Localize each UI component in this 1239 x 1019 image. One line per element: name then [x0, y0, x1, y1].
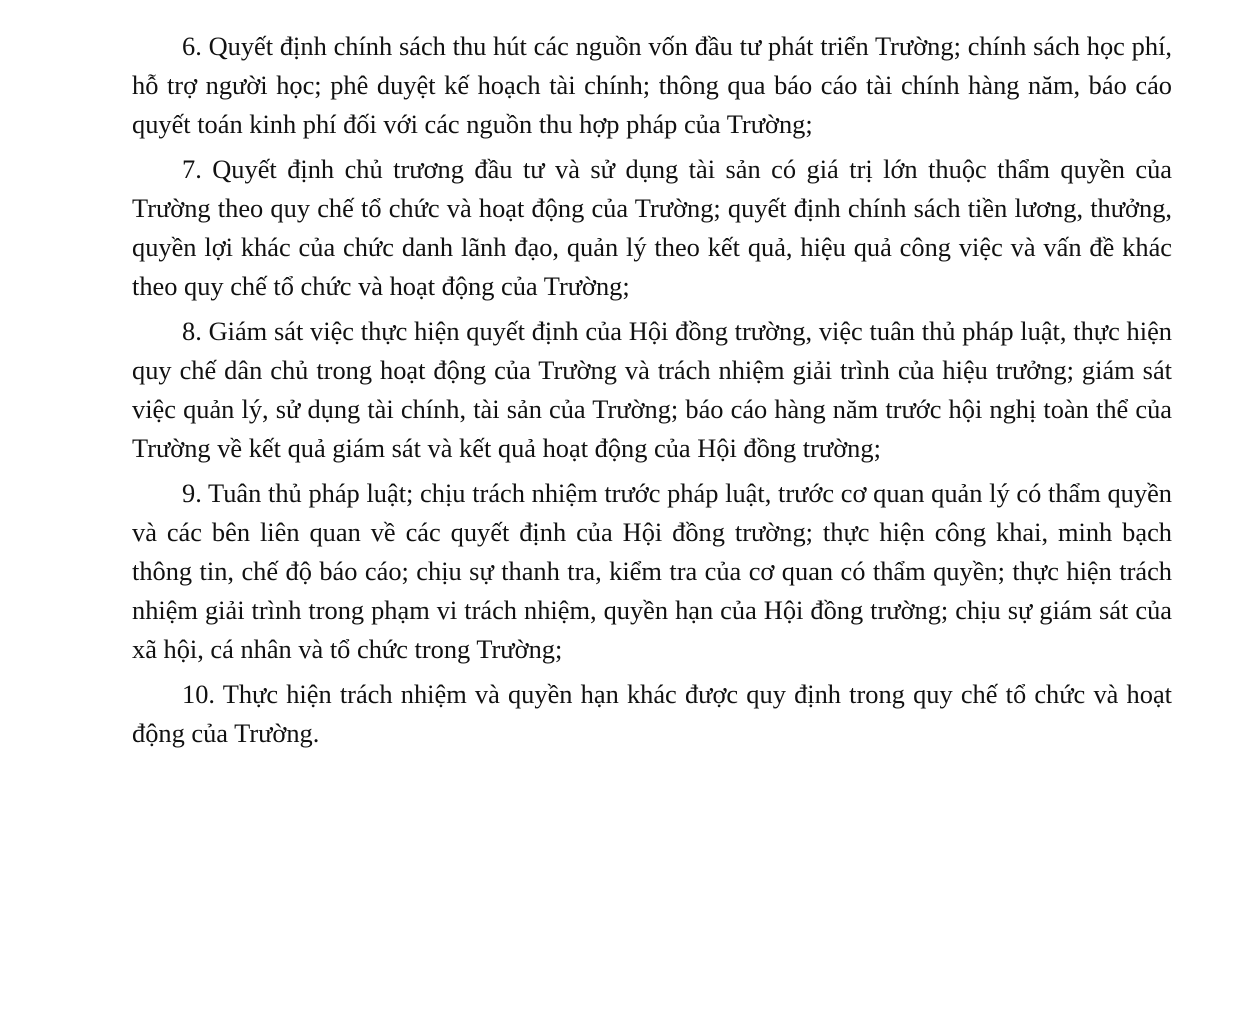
paragraph-item-8: 8. Giám sát việc thực hiện quyết định của Hội đồng trường, việc tuân thủ pháp luật, thực hiện quy chế dân chủ trong hoạt động của Trường và trách nhiệm giải trình của hiệu trưởng; giám sát việc quản lý, sử dụng tài chính, tài sản của Trường; báo cáo hàng năm trước hội nghị toàn thể của Trường về kết quả giám sát và kết quả hoạt động của Hội đồng trường;: [132, 316, 1172, 463]
paragraph-item-7: 7. Quyết định chủ trương đầu tư và sử dụng tài sản có giá trị lớn thuộc thẩm quyền của Trường theo quy chế tổ chức và hoạt động của Trường; quyết định chính sách tiền lương, thưởng, quyền lợi khác của chức danh lãnh đạo, quản lý theo kết quả, hiệu quả công việc và vấn đề khác theo quy chế tổ chức và hoạt động của Trường;: [132, 154, 1172, 301]
paragraph-item-10: 10. Thực hiện trách nhiệm và quyền hạn khác được quy định trong quy chế tổ chức và hoạt động của Trường.: [132, 679, 1172, 748]
document-page: [132, 27, 1172, 759]
paragraph-item-6: 6. Quyết định chính sách thu hút các nguồn vốn đầu tư phát triển Trường; chính sách học phí, hỗ trợ người học; phê duyệt kế hoạch tài chính; thông qua báo cáo tài chính hàng năm, báo cáo quyết toán kinh phí đối với các nguồn thu hợp pháp của Trường;: [132, 31, 1172, 139]
paragraph-item-9: 9. Tuân thủ pháp luật; chịu trách nhiệm trước pháp luật, trước cơ quan quản lý có thẩm quyền và các bên liên quan về các quyết định của Hội đồng trường; thực hiện công khai, minh bạch thông tin, chế độ báo cáo; chịu sự thanh tra, kiểm tra của cơ quan có thẩm quyền; thực hiện trách nhiệm giải trình trong phạm vi trách nhiệm, quyền hạn của Hội đồng trường; chịu sự giám sát của xã hội, cá nhân và tổ chức trong Trường;: [132, 478, 1172, 664]
